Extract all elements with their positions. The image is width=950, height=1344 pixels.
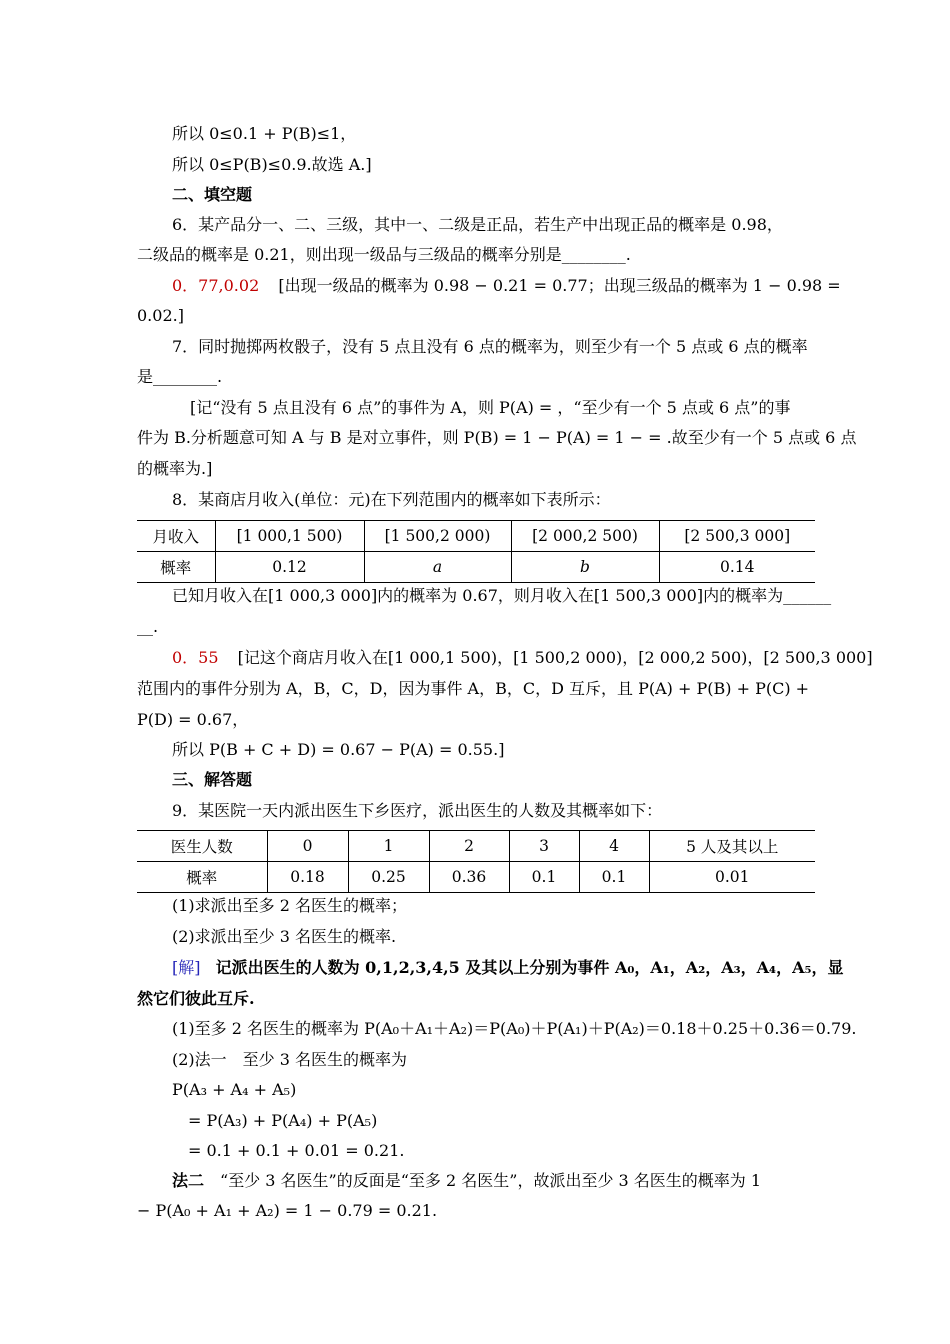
table-cell: 0.1 xyxy=(579,862,649,893)
table-cell: 概率 xyxy=(137,862,267,893)
answer-7-line2: 件为 B.分析题意可知 A 与 B 是对立事件，则 P(B) = 1 − P(A) = 1 − = .故至少有一个 5 点或 6 点 xyxy=(137,428,857,447)
answer-6-value: 0．77,0.02 xyxy=(172,276,260,295)
question-9-part2: (2)求派出至少 3 名医生的概率. xyxy=(172,927,397,946)
table-cell: [2 000,2 500) xyxy=(511,521,659,552)
answer-8-text: [记这个商店月收入在[1 000,1 500)，[1 500,2 000)，[2 000,2 500)，[2 500,3 000] xyxy=(237,648,873,667)
answer-6-text: [出现一级品的概率为 0.98 − 0.21 = 0.77；出现三级品的概率为 1 − 0.98 = xyxy=(278,276,841,295)
table-cell: b xyxy=(511,552,659,583)
solution-line1 xyxy=(172,957,852,979)
answer-7-line1: [记“没有 5 点且没有 6 点”的事件为 A，则 P(A) = ，“至少有一个 5 点或 6 点”的事 xyxy=(190,398,791,417)
solution-line2: 然它们彼此互斥. xyxy=(137,989,255,1008)
method-two-text: “至少 3 名医生”的反面是“至多 2 名医生”，故派出至少 3 名医生的概率为 1 xyxy=(204,1171,762,1190)
table-cell: 1 xyxy=(348,831,429,862)
table-cell: 0.1 xyxy=(509,862,579,893)
solution-line8 xyxy=(172,1170,852,1192)
table-cell: 0.25 xyxy=(348,862,429,893)
solution-line9: − P(A₀ + A₁ + A₂) = 1 − 0.79 = 0.21. xyxy=(137,1201,438,1220)
solution-line4: (2)法一 至少 3 名医生的概率为 xyxy=(172,1050,408,1069)
table-cell: 0.01 xyxy=(649,862,815,893)
table-cell: 0.12 xyxy=(215,552,364,583)
table-cell: a xyxy=(364,552,511,583)
question-6-line1: 6．某产品分一、二、三级，其中一、二级是正品，若生产中出现正品的概率是 0.98， xyxy=(172,215,783,234)
table-row xyxy=(137,831,815,862)
question-7-line2: 是________. xyxy=(137,367,223,386)
table-cell: 医生人数 xyxy=(137,831,267,862)
table-row xyxy=(137,552,815,583)
solution-line6: = P(A₃) + P(A₄) + P(A₅) xyxy=(188,1111,378,1130)
question-8-line2: 已知月收入在[1 000,3 000]内的概率为 0.67，则月收入在[1 500,3 000]内的概率为______ xyxy=(172,586,832,605)
table-cell: [2 500,3 000] xyxy=(659,521,815,552)
solution-tag: [解] xyxy=(172,958,201,977)
answer-8-line1 xyxy=(172,647,873,669)
table-cell: 3 xyxy=(509,831,579,862)
question-6-line2: 二级品的概率是 0.21，则出现一级品与三级品的概率分别是________. xyxy=(137,245,631,264)
section-heading: 二、填空题 xyxy=(172,185,253,204)
table-cell: 0.36 xyxy=(429,862,509,893)
text-line: 所以 0≤0.1 + P(B)≤1， xyxy=(172,124,357,143)
table-cell: [1 500,2 000) xyxy=(364,521,511,552)
doctor-probability-table xyxy=(137,830,815,893)
table-cell: 5 人及其以上 xyxy=(649,831,815,862)
solution-line7: = 0.1 + 0.1 + 0.01 = 0.21. xyxy=(188,1141,405,1160)
answer-6-line1 xyxy=(172,275,852,297)
table-cell: 2 xyxy=(429,831,509,862)
answer-6-line2: 0.02.] xyxy=(137,306,184,325)
method-two-label: 法二 xyxy=(172,1171,205,1190)
solution-text: 记派出医生的人数为 0,1,2,3,4,5 及其以上分别为事件 A₀，A₁，A₂，A₃，A₄，A₅，显 xyxy=(215,958,844,977)
table-row xyxy=(137,862,815,893)
solution-line3: (1)至多 2 名医生的概率为 P(A₀＋A₁＋A₂)＝P(A₀)＋P(A₁)＋P(A₂)＝0.18＋0.25＋0.36＝0.79. xyxy=(172,1019,857,1038)
question-9-part1: (1)求派出至多 2 名医生的概率； xyxy=(172,896,408,915)
answer-8-line3: P(D) = 0.67， xyxy=(137,710,249,729)
income-probability-table xyxy=(137,520,815,583)
table-cell: 0 xyxy=(267,831,348,862)
table-cell: 0.18 xyxy=(267,862,348,893)
table-row xyxy=(137,521,815,552)
answer-8-value: 0．55 xyxy=(172,648,219,667)
section-heading: 三、解答题 xyxy=(172,770,253,789)
question-7-line1: 7．同时抛掷两枚骰子，没有 5 点且没有 6 点的概率为，则至少有一个 5 点或 6 点的概率 xyxy=(172,337,808,356)
table-cell: 概率 xyxy=(137,552,215,583)
table-cell: [1 000,1 500) xyxy=(215,521,364,552)
answer-8-line4: 所以 P(B + C + D) = 0.67 − P(A) = 0.55.] xyxy=(172,740,505,759)
text-line: 所以 0≤P(B)≤0.9.故选 A.] xyxy=(172,155,372,174)
answer-7-line3: 的概率为.] xyxy=(137,459,213,478)
table-cell: 0.14 xyxy=(659,552,815,583)
answer-8-line2: 范围内的事件分别为 A，B，C，D，因为事件 A，B，C，D 互斥，且 P(A) + P(B) + P(C) + xyxy=(137,679,810,698)
table-cell: 4 xyxy=(579,831,649,862)
question-9: 9．某医院一天内派出医生下乡医疗，派出医生的人数及其概率如下： xyxy=(172,801,663,820)
solution-line5: P(A₃ + A₄ + A₅) xyxy=(172,1080,297,1099)
table-cell: 月收入 xyxy=(137,521,215,552)
question-8: 8．某商店月收入(单位：元)在下列范围内的概率如下表所示： xyxy=(172,490,611,509)
question-8-line3: __. xyxy=(137,617,159,636)
